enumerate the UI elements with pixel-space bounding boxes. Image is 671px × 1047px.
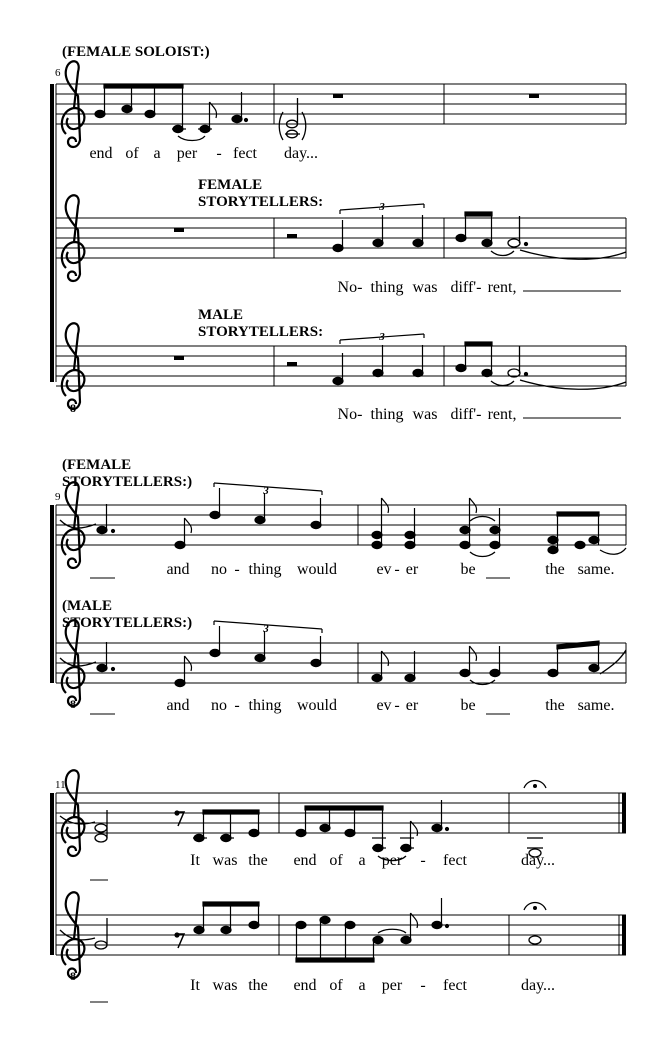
lyric: day... (520, 852, 556, 869)
lyric: of (125, 145, 139, 162)
lyric: - (234, 561, 240, 578)
lyric: per (381, 977, 403, 994)
lyric: per (176, 145, 198, 162)
lyric: a (358, 977, 366, 994)
part-label: FEMALE STORYTELLERS: (198, 177, 324, 210)
lyric: a (358, 852, 366, 869)
system-bracket (50, 84, 54, 382)
lyric: - (216, 145, 222, 162)
lyric: and (166, 561, 190, 578)
staff-male-storytellers-2 (56, 620, 626, 714)
lyric: - (234, 697, 240, 714)
octave-clef-mark: 8 (70, 969, 76, 983)
staff-male-storytellers (56, 323, 626, 418)
system-3 (50, 770, 626, 1002)
staff-female-storytellers-2 (56, 482, 626, 578)
lyric: no (211, 561, 227, 578)
lyric: same. (577, 561, 615, 578)
lyric: was (412, 406, 438, 423)
lyric: thing (248, 697, 282, 714)
lyric: be (460, 561, 476, 578)
lyric: - (420, 977, 426, 994)
staff-female-storytellers (56, 195, 626, 291)
lyric: ev (376, 561, 392, 578)
lyric: the (545, 697, 565, 714)
lyric: It (190, 977, 200, 994)
octave-clef-mark: 8 (70, 401, 76, 415)
lyric: would (297, 561, 337, 578)
lyric: was (212, 852, 238, 869)
lyric: and (166, 697, 190, 714)
part-label: (FEMALE SOLOIST:) (62, 44, 210, 60)
part-label: MALE STORYTELLERS: (198, 307, 324, 340)
part-label: (FEMALE STORYTELLERS:) (62, 457, 193, 490)
lyric: the (545, 561, 565, 578)
lyric: - (394, 561, 400, 578)
part-label: (MALE STORYTELLERS:) (62, 598, 193, 631)
lyric: be (460, 697, 476, 714)
lyric: er (405, 561, 419, 578)
lyric: day... (520, 977, 556, 994)
lyric: end (89, 145, 113, 162)
lyric: - (420, 852, 426, 869)
lyric: It (190, 852, 200, 869)
lyric: thing (370, 406, 404, 423)
lyric: per (381, 852, 403, 869)
lyric: of (329, 977, 343, 994)
lyric: same. (577, 697, 615, 714)
lyric: end (293, 977, 317, 994)
lyric: fect (233, 145, 257, 162)
lyric: thing (248, 561, 282, 578)
lyric: rent, (487, 279, 517, 296)
lyric: er (405, 697, 419, 714)
measure-number: 11 (55, 779, 66, 791)
tuplet-3: 3 (379, 201, 385, 213)
lyric: rent, (487, 406, 517, 423)
tuplet-3: 3 (263, 485, 269, 497)
tuplet-3: 3 (379, 331, 385, 343)
lyric: fect (443, 852, 467, 869)
measure-number: 6 (55, 67, 61, 79)
octave-clef-mark: 8 (70, 697, 76, 711)
lyric: end (293, 852, 317, 869)
lyric: day... (283, 145, 319, 162)
lyric: fect (443, 977, 467, 994)
lyric: No- (337, 279, 363, 296)
lyric: a (153, 145, 161, 162)
lyric: - (394, 697, 400, 714)
lyric: was (412, 279, 438, 296)
measure-number: 9 (55, 491, 61, 503)
lyric: of (329, 852, 343, 869)
lyric: the (248, 977, 268, 994)
lyric: no (211, 697, 227, 714)
system-1 (50, 61, 626, 418)
lyric: was (212, 977, 238, 994)
lyric: diff'- (450, 279, 482, 296)
lyric: would (297, 697, 337, 714)
staff-female-soloist (56, 61, 626, 147)
lyric: diff'- (450, 406, 482, 423)
lyric: No- (337, 406, 363, 423)
lyric: the (248, 852, 268, 869)
lyric: ev (376, 697, 392, 714)
tuplet-3: 3 (263, 623, 269, 635)
lyric: thing (370, 279, 404, 296)
